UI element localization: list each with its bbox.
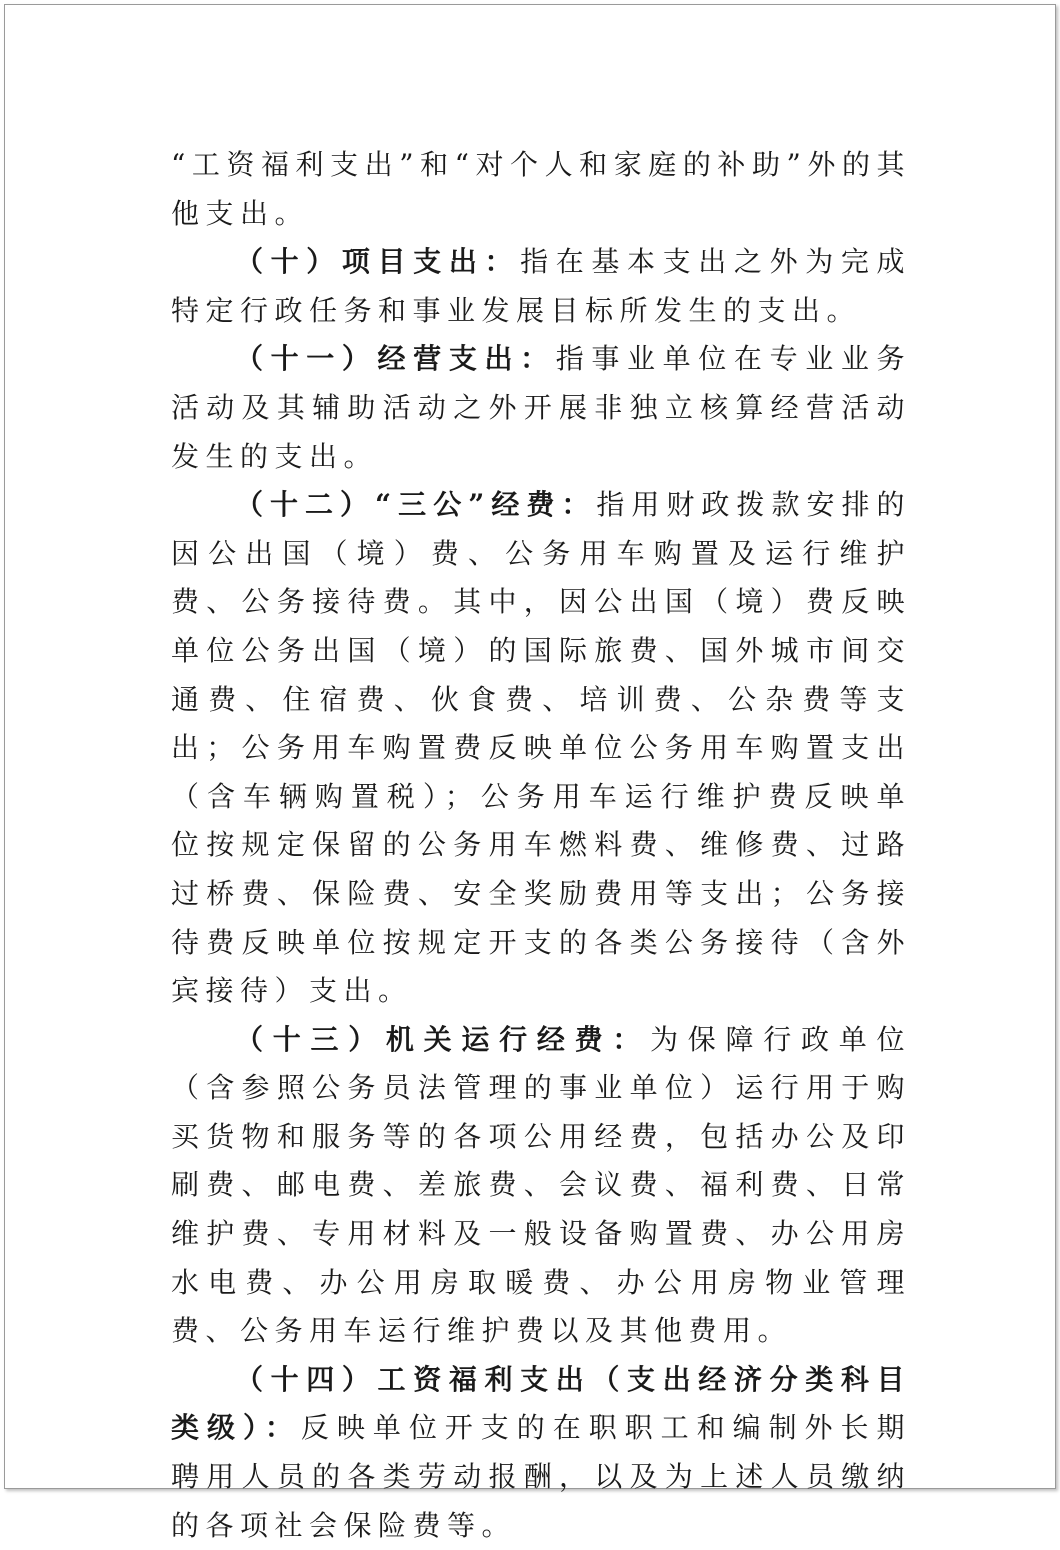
paragraph-text: 指事业单位在专业业务活动及其辅助活动之外开展非独立核算经营活动发生的支出。 xyxy=(171,342,911,473)
paragraph-text: 反映单位开支的在职职工和编制外长期聘用人员的各类劳动报酬，以及为上述人员缴纳的各项社会保险费等。 xyxy=(171,1411,911,1542)
page-frame xyxy=(4,4,1056,1542)
paragraph-three-public-expenses xyxy=(171,481,911,1016)
paragraph-project-expenditure xyxy=(171,238,911,335)
paragraph-operating-expenditure xyxy=(171,335,911,481)
paragraph-text: 指在基本支出之外为完成特定行政任务和事业发展目标所发生的支出。 xyxy=(171,245,911,327)
paragraph-term: （十一）经营支出： xyxy=(235,342,556,376)
paragraph-wage-welfare-expenditure xyxy=(171,1356,911,1550)
paragraph-term: （十二）“三公”经费： xyxy=(235,488,597,522)
paragraph-text: 为保障行政单位（含参照公务员法管理的事业单位）运行用于购买货物和服务等的各项公用经费，包括办公及印刷费、邮电费、差旅费、会议费、福利费、日常维护费、专用材料及一般设备购置费、办公用房水电费、办公用房取暖费、办公用房物业管理费、公务用车运行维护费以及其他费用。 xyxy=(171,1022,911,1348)
paragraph-continuation xyxy=(171,141,911,238)
paragraph-text: 指用财政拨款安排的因公出国（境）费、公务用车购置及运行维护费、公务接待费。其中，因公出国（境）费反映单位公务出国（境）的国际旅费、国外城市间交通费、住宿费、伙食费、培训费、公杂费等支出；公务用车购置费反映单位公务用车购置支出（含车辆购置税）；公务用车运行维护费反映单位按规定保留的公务用车燃料费、维修费、过路过桥费、保险费、安全奖励费用等支出；公务接待费反映单位按规定开支的各类公务接待（含外宾接待）支出。 xyxy=(171,488,911,1008)
document-body xyxy=(171,141,911,1550)
paragraph-term: （十）项目支出： xyxy=(235,245,521,279)
paragraph-text: “工资福利支出”和“对个人和家庭的补助”外的其他支出。 xyxy=(171,148,911,230)
paragraph-agency-operating-funds xyxy=(171,1016,911,1356)
paragraph-term: （十三）机关运行经费： xyxy=(235,1022,651,1056)
paragraph-term: （十四）工资福利支出（支出经济分类科目类级）： xyxy=(171,1362,911,1445)
